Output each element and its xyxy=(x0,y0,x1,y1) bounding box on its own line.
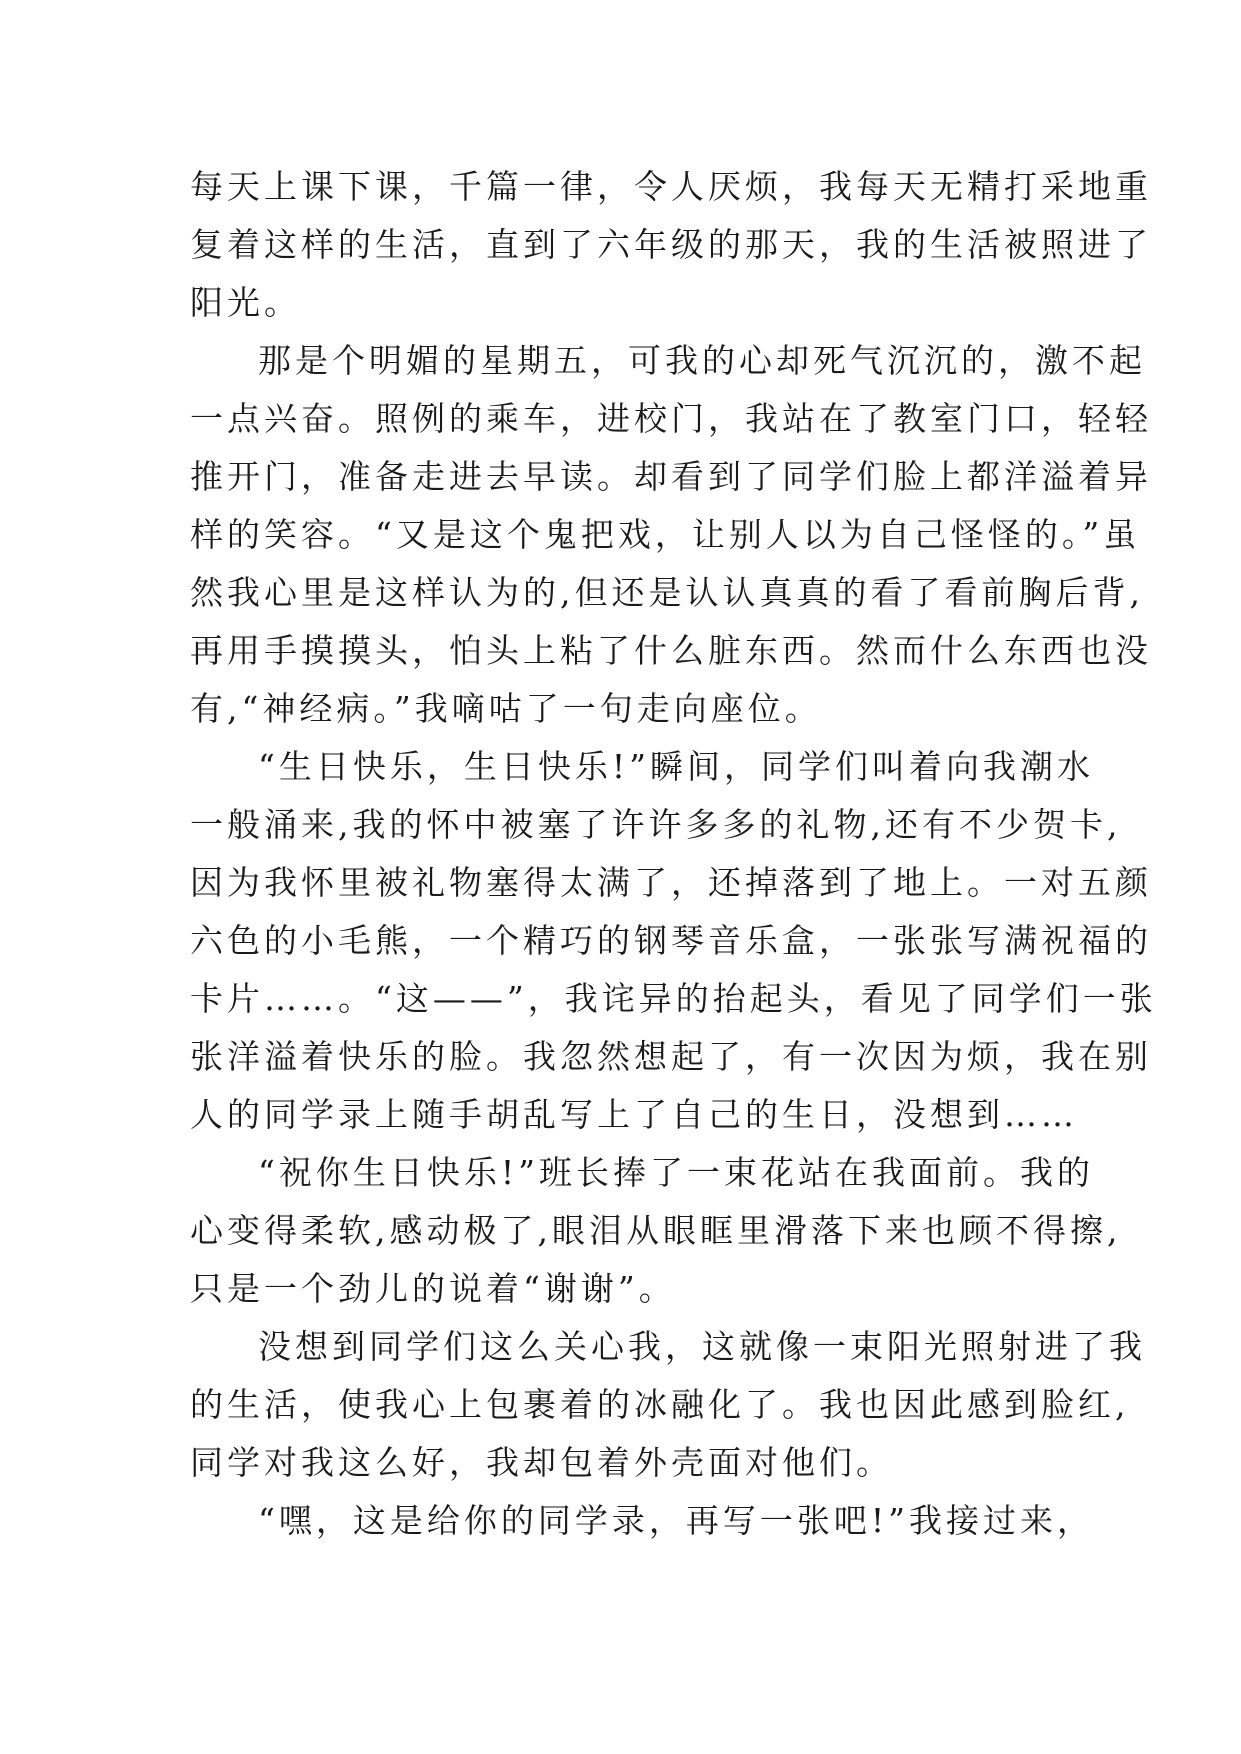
text-line: 因为我怀里被礼物塞得太满了，还掉落到了地上。一对五颜 xyxy=(190,863,1152,902)
text-line: 人的同学录上随手胡乱写上了自己的生日，没想到…… xyxy=(190,1095,1078,1134)
text-line: 卡片……。“这——”，我诧异的抬起头，看见了同学们一张 xyxy=(190,979,1157,1018)
text-line: 张洋溢着快乐的脸。我忽然想起了，有一次因为烦，我在别 xyxy=(190,1037,1152,1076)
paragraph-start-line: “嘿，这是给你的同学录，再写一张吧!”我接过来， xyxy=(258,1501,1095,1540)
text-line: 每天上课下课，千篇一律，令人厌烦，我每天无精打采地重 xyxy=(190,167,1152,206)
paragraph-start-line: 那是个明媚的星期五，可我的心却死气沉沉的，激不起 xyxy=(258,341,1146,380)
paragraph-start-line: “生日快乐，生日快乐!”瞬间，同学们叫着向我潮水 xyxy=(258,747,1095,786)
text-line: 的生活，使我心上包裹着的冰融化了。我也因此感到脸红, xyxy=(190,1385,1130,1424)
text-line: 阳光。 xyxy=(190,283,301,322)
text-line: 一般涌来,我的怀中被塞了许许多多的礼物,还有不少贺卡, xyxy=(190,805,1122,844)
paragraph-start-line: 没想到同学们这么关心我，这就像一束阳光照射进了我 xyxy=(258,1327,1146,1366)
text-line: 复着这样的生活，直到了六年级的那天，我的生活被照进了 xyxy=(190,225,1152,264)
essay-text xyxy=(190,158,1157,1550)
text-line: 同学对我这么好，我却包着外壳面对他们。 xyxy=(190,1443,893,1482)
paragraph-start-line: “祝你生日快乐!”班长捧了一束花站在我面前。我的 xyxy=(258,1153,1095,1192)
text-line: 然我心里是这样认为的,但还是认认真真的看了看前胸后背, xyxy=(190,573,1144,612)
text-line: 样的笑容。“又是这个鬼把戏，让别人以为自己怪怪的。”虽 xyxy=(190,515,1141,554)
text-line: 再用手摸摸头，怕头上粘了什么脏东西。然而什么东西也没 xyxy=(190,631,1152,670)
text-line: 六色的小毛熊，一个精巧的钢琴音乐盒，一张张写满祝福的 xyxy=(190,921,1152,960)
text-line: 推开门，准备走进去早读。却看到了同学们脸上都洋溢着异 xyxy=(190,457,1152,496)
text-line: 一点兴奋。照例的乘车，进校门，我站在了教室门口，轻轻 xyxy=(190,399,1152,438)
text-line: 只是一个劲儿的说着“谢谢”。 xyxy=(190,1269,676,1308)
text-line: 有,“神经病。”我嘀咕了一句走向座位。 xyxy=(190,689,822,728)
text-line: 心变得柔软,感动极了,眼泪从眼眶里滑落下来也顾不得擦, xyxy=(190,1211,1122,1250)
